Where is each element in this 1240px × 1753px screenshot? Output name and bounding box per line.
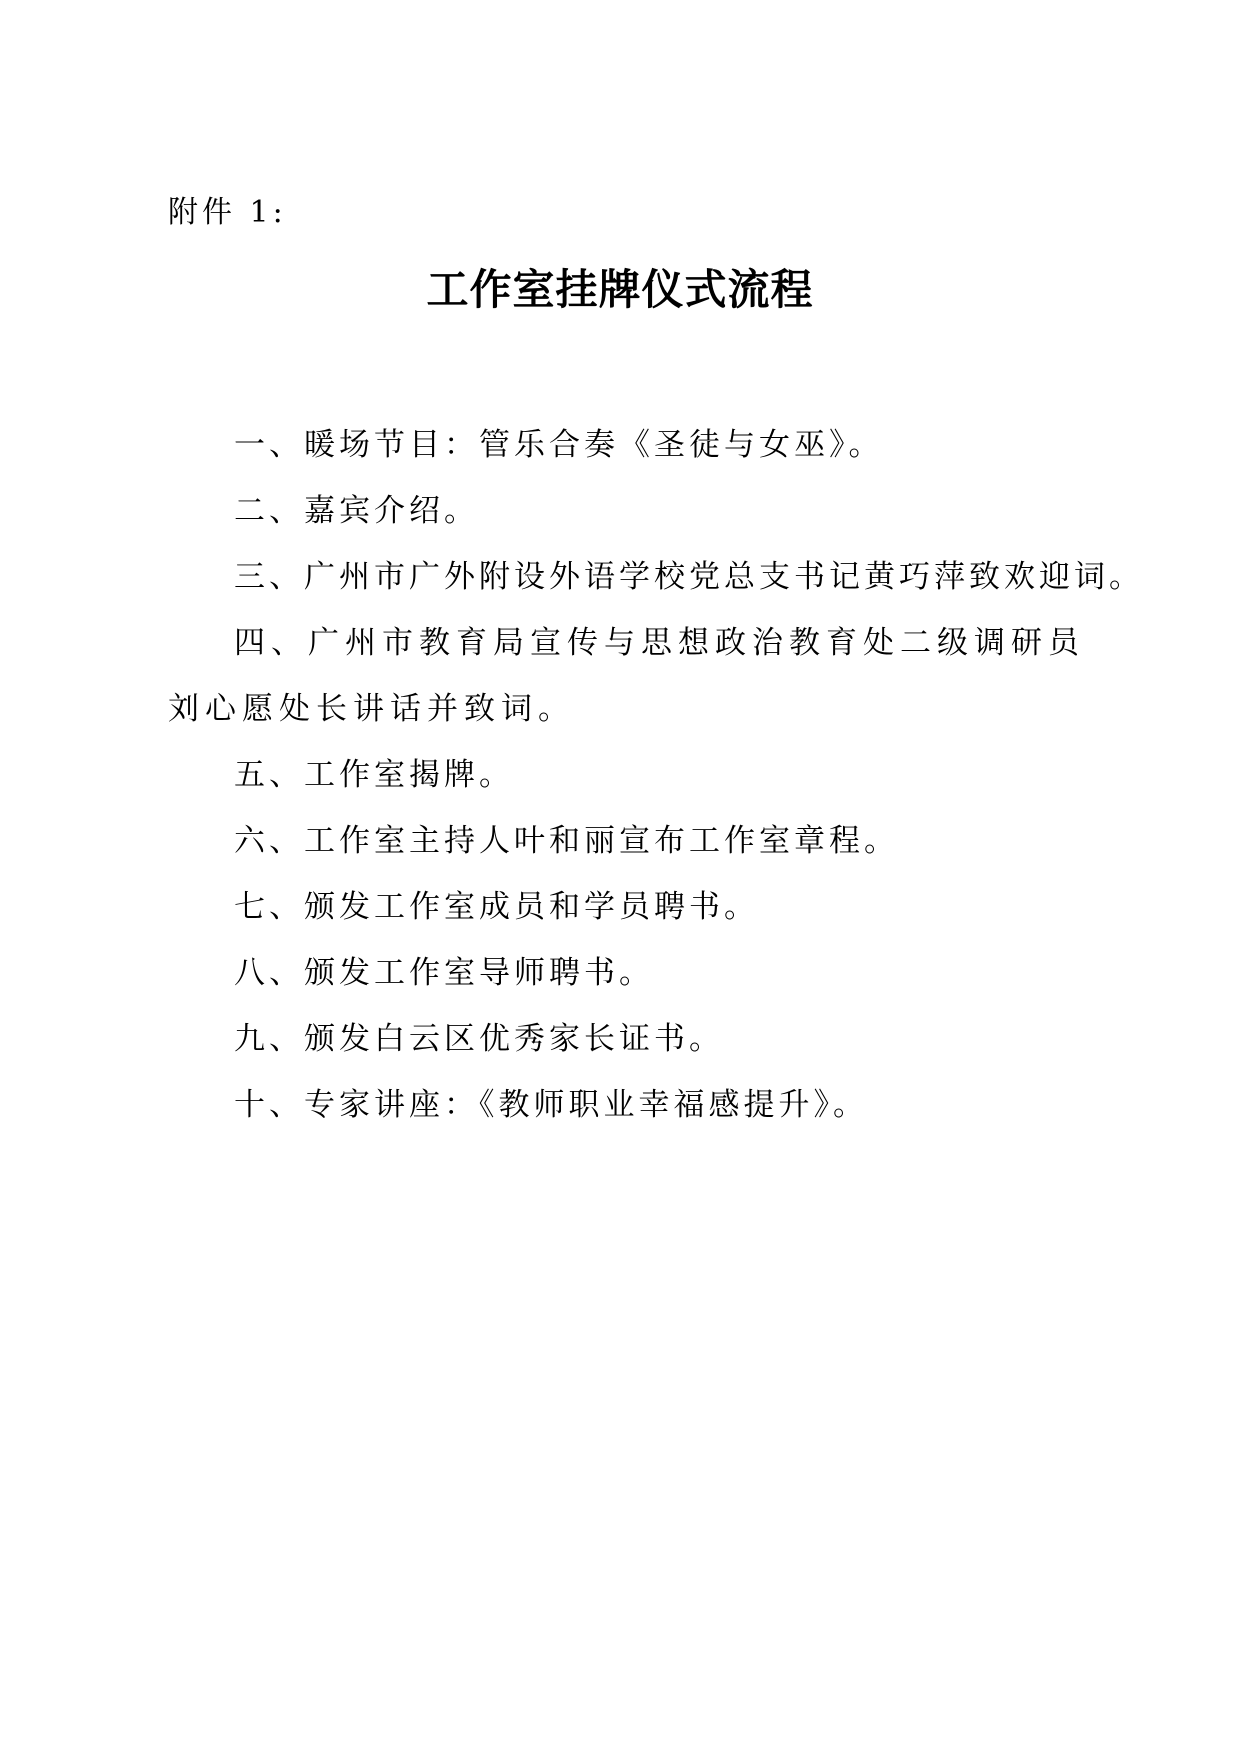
procedure-item-4: 四、广州市教育局宣传与思想政治教育处二级调研员刘心愿处长讲话并致词。	[168, 625, 1085, 727]
procedure-list	[168, 412, 1144, 1138]
procedure-item-5: 五、工作室揭牌。	[234, 757, 514, 793]
procedure-item-9: 九、颁发白云区优秀家长证书。	[234, 1021, 724, 1057]
page-title: 工作室挂牌仪式流程	[426, 265, 814, 314]
procedure-item-10: 十、专家讲座：《教师职业幸福感提升》。	[234, 1087, 868, 1123]
procedure-item-1: 一、暖场节目：管乐合奏《圣徒与女巫》。	[234, 427, 884, 463]
procedure-item-7: 七、颁发工作室成员和学员聘书。	[234, 889, 759, 925]
attachment-label: 附件 1:	[168, 195, 287, 230]
procedure-item-2: 二、嘉宾介绍。	[234, 493, 479, 529]
procedure-item-8: 八、颁发工作室导师聘书。	[234, 955, 654, 991]
procedure-item-3: 三、广州市广外附设外语学校党总支书记黄巧萍致欢迎词。	[234, 559, 1144, 595]
procedure-item-6: 六、工作室主持人叶和丽宣布工作室章程。	[234, 823, 899, 859]
